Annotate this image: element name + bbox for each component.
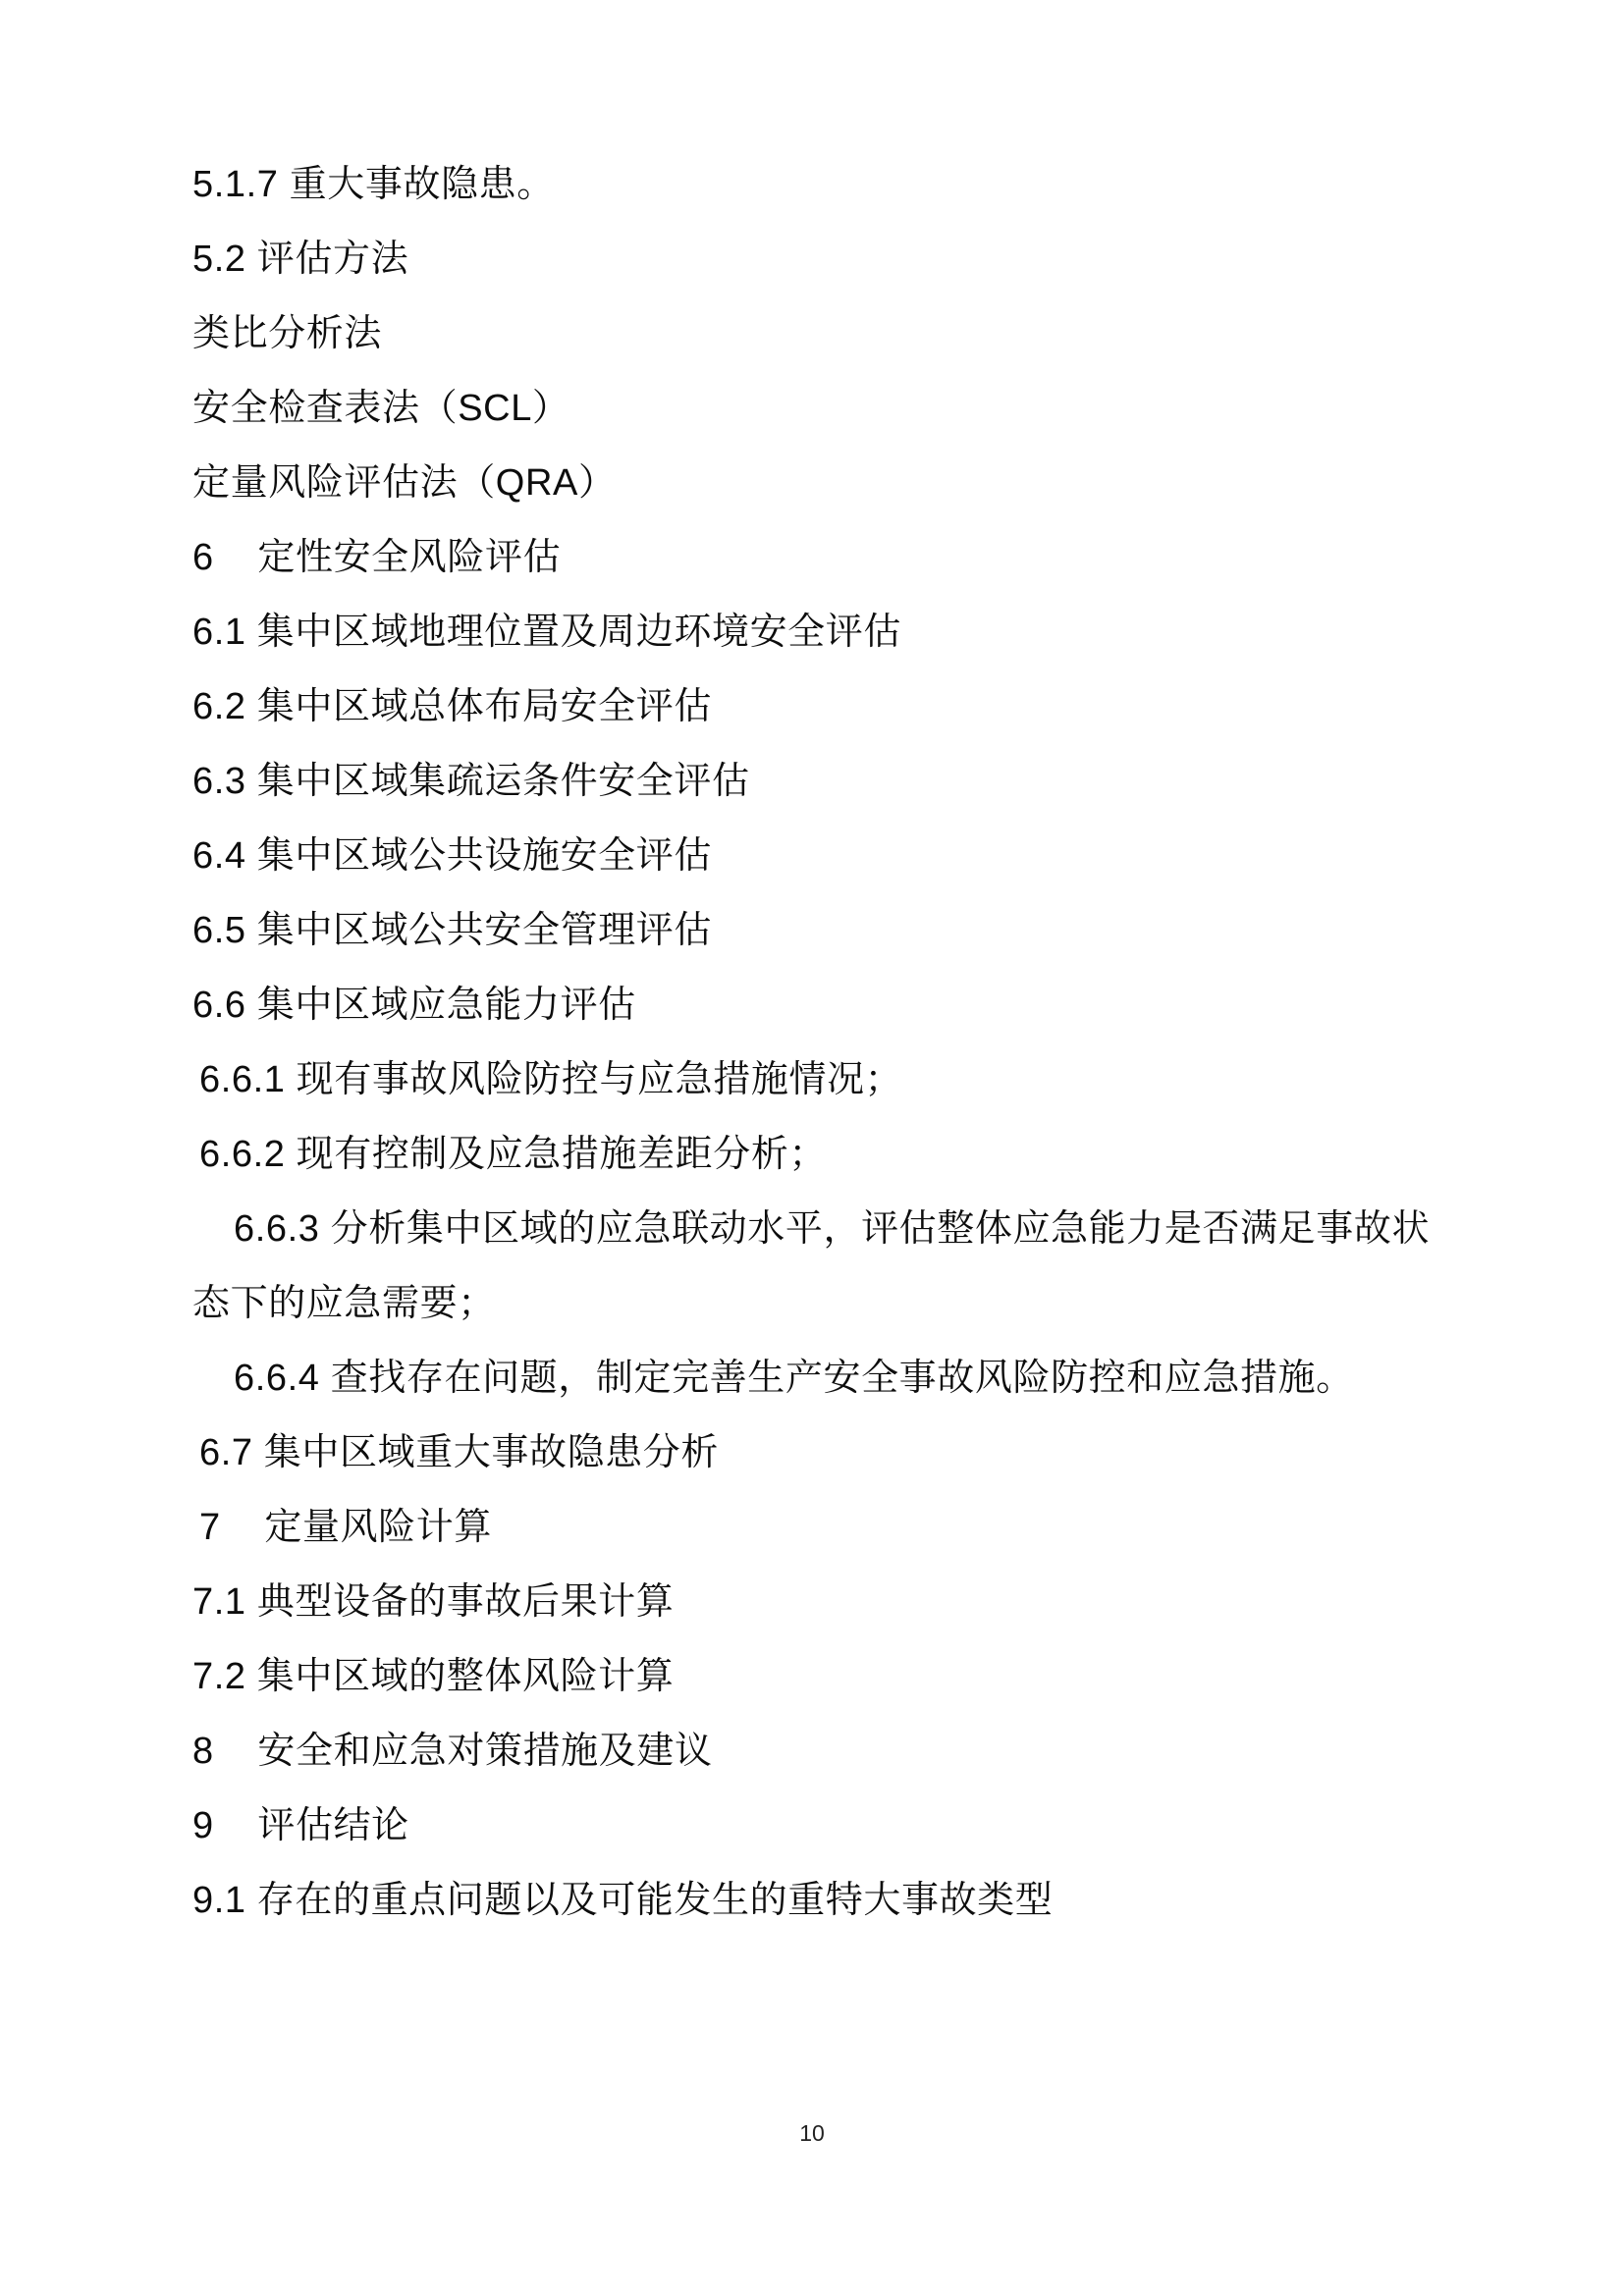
- paragraph-6-3: 6.3 集中区域集疏运条件安全评估: [192, 761, 750, 802]
- paragraph-9-1: 9.1 存在的重点问题以及可能发生的重特大事故类型: [192, 1880, 1054, 1921]
- paragraph-6-2: 6.2 集中区域总体布局安全评估: [192, 686, 712, 727]
- paragraph-6-1: 6.1 集中区域地理位置及周边环境安全评估: [192, 612, 901, 653]
- paragraph-method-analogy: 类比分析法: [192, 313, 383, 354]
- paragraph-method-scl: 安全检查表法（SCL）: [192, 388, 570, 429]
- paragraph-7-2: 7.2 集中区域的整体风险计算: [192, 1656, 675, 1697]
- paragraph-6-7: 6.7 集中区域重大事故隐患分析: [199, 1432, 719, 1473]
- document-body: [192, 147, 1439, 1938]
- paragraph-6-6: 6.6 集中区域应急能力评估: [192, 985, 636, 1026]
- paragraph-method-qra: 定量风险评估法（QRA）: [192, 462, 617, 504]
- heading-9: 9 评估结论: [192, 1805, 409, 1846]
- paragraph-5-2: 5.2 评估方法: [192, 239, 409, 280]
- paragraph-6-6-3: 6.6.3 分析集中区域的应急联动水平，评估整体应急能力是否满足事故状态下的应急需要；: [192, 1208, 1431, 1324]
- heading-6: 6 定性安全风险评估: [192, 537, 562, 578]
- paragraph-6-4: 6.4 集中区域公共设施安全评估: [192, 835, 712, 877]
- paragraph-6-5: 6.5 集中区域公共安全管理评估: [192, 910, 712, 951]
- heading-7: 7 定量风险计算: [199, 1507, 492, 1548]
- paragraph-7-1: 7.1 典型设备的事故后果计算: [192, 1581, 675, 1623]
- paragraph-6-6-1: 6.6.1 现有事故风险防控与应急措施情况；: [199, 1059, 903, 1100]
- paragraph-6-6-2: 6.6.2 现有控制及应急措施差距分析；: [199, 1134, 828, 1175]
- paragraph-6-6-4: 6.6.4 查找存在问题，制定完善生产安全事故风险防控和应急措施。: [234, 1358, 1354, 1399]
- heading-8: 8 安全和应急对策措施及建议: [192, 1731, 713, 1772]
- paragraph-5-1-7: 5.1.7 重大事故隐患。: [192, 164, 555, 205]
- page-number: 10: [799, 2120, 825, 2146]
